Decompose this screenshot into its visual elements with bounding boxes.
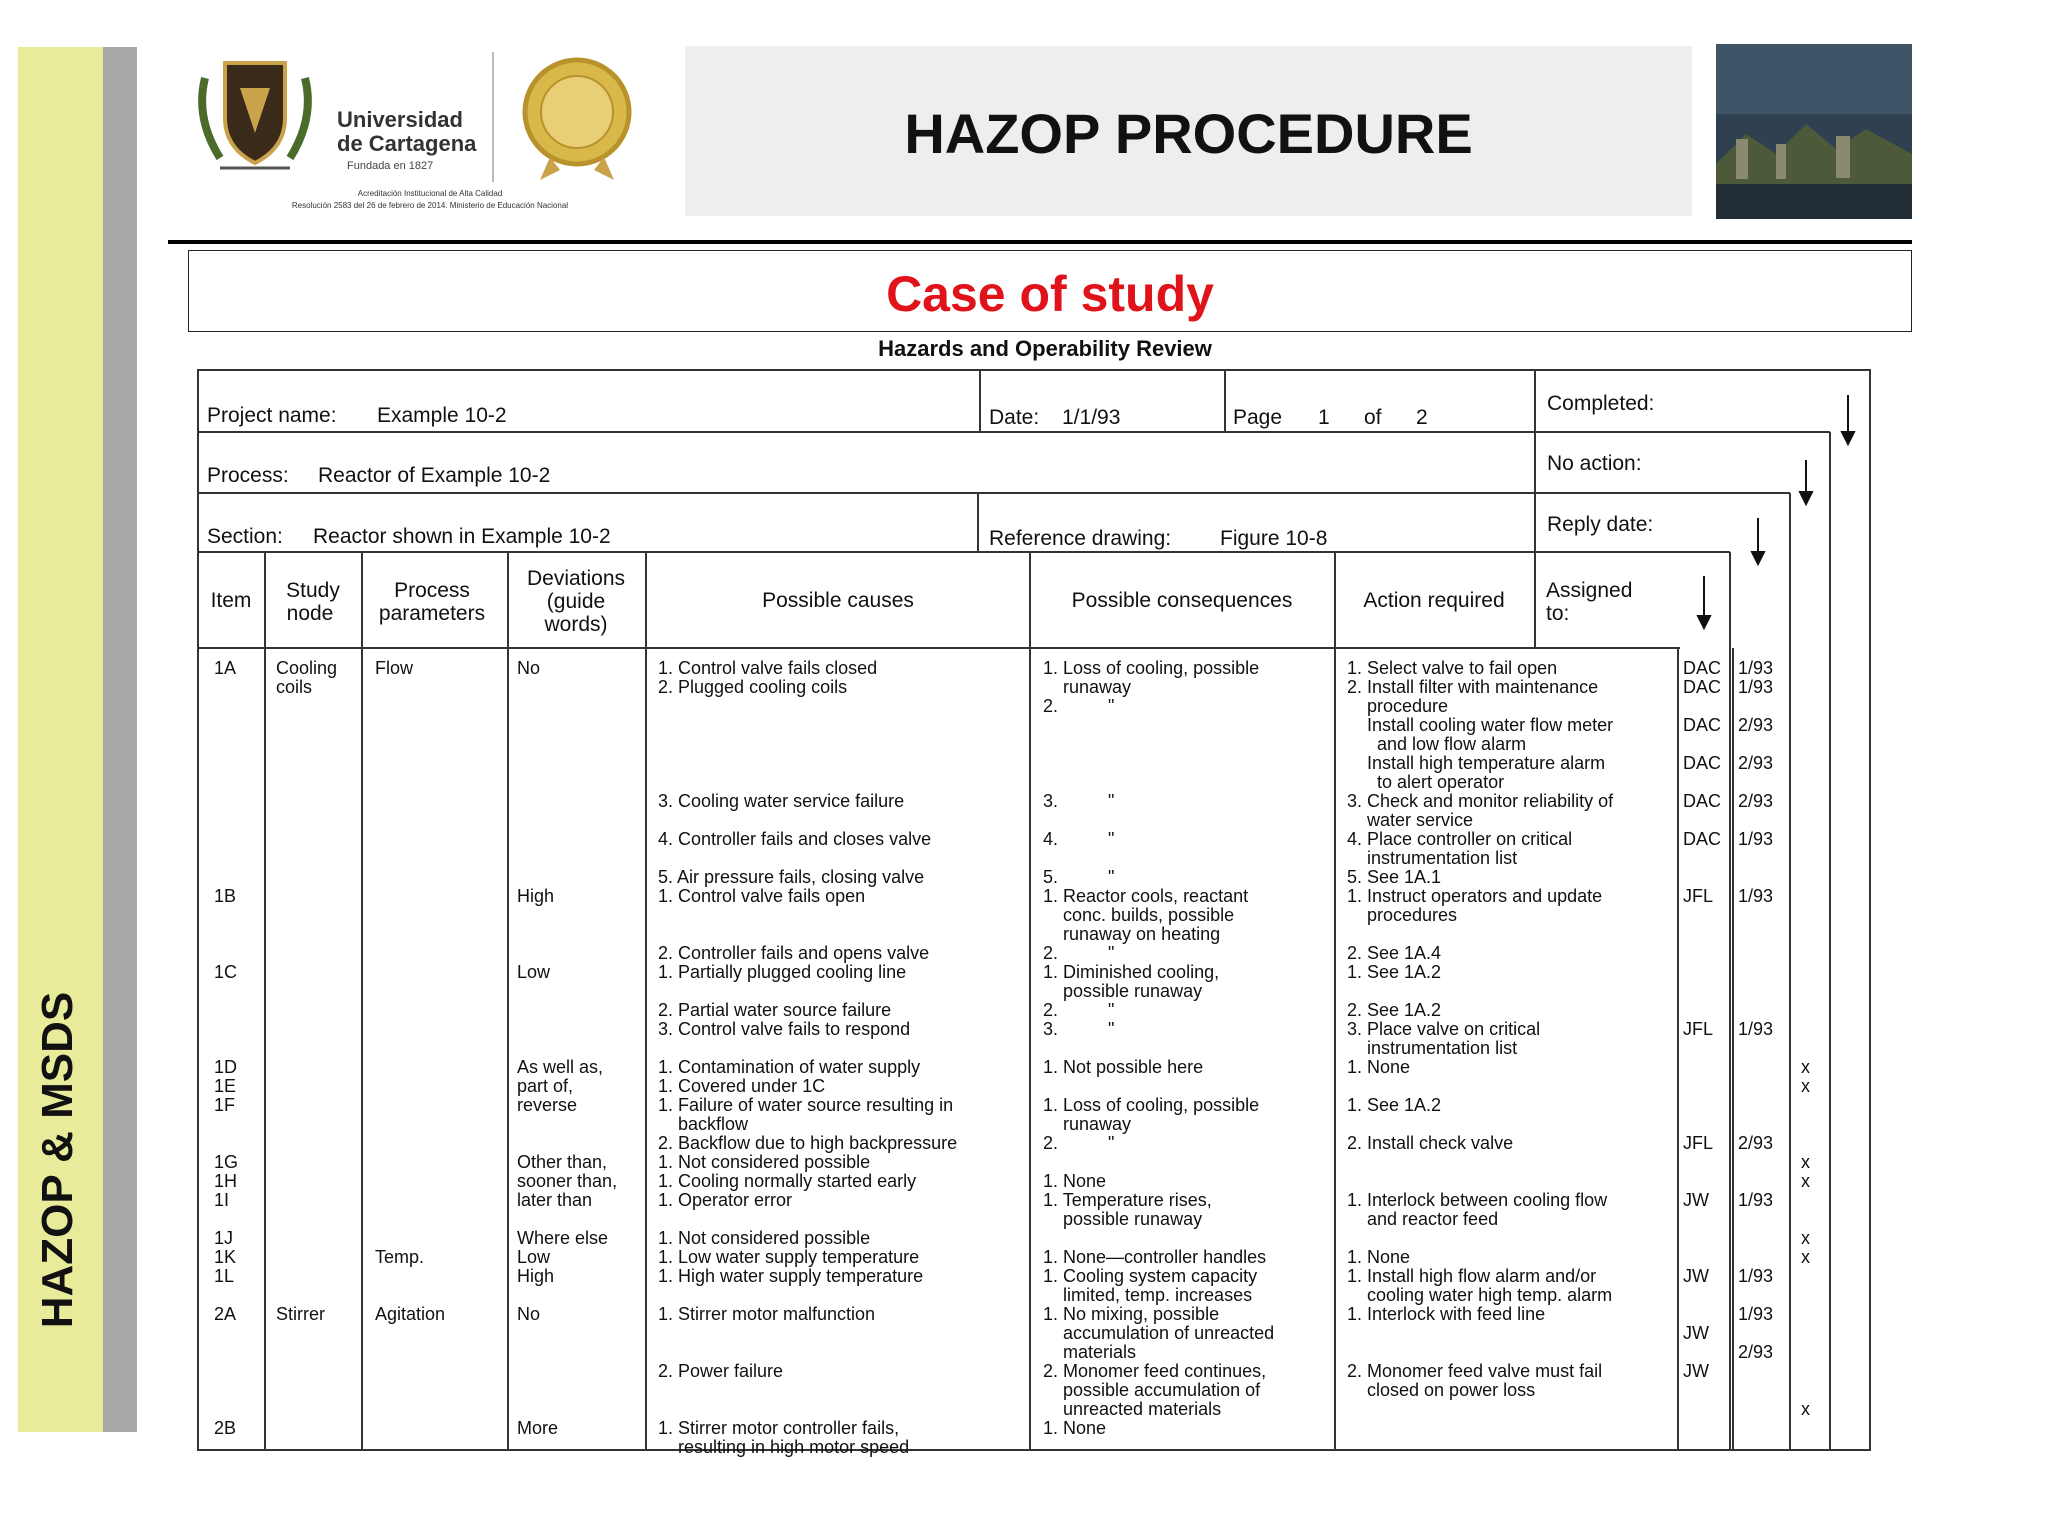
arrow-down-icon xyxy=(1698,616,1710,628)
cell-item: 1L xyxy=(214,1266,235,1286)
cell-cause: 1. Control valve fails open xyxy=(658,886,866,906)
table-body xyxy=(214,658,1810,1457)
table-row xyxy=(658,791,1773,811)
page-label: Page xyxy=(1233,406,1283,429)
cell-deviation: part of, xyxy=(517,1076,574,1096)
cell-no-action-mark: x xyxy=(1801,1399,1810,1419)
col-process-2: parameters xyxy=(378,602,486,625)
cell-action: 1. Interlock with feed line xyxy=(1347,1304,1546,1324)
cell-action: 1. None xyxy=(1347,1247,1411,1267)
table-row xyxy=(1043,696,1448,716)
cell-deviation: Where else xyxy=(517,1228,609,1248)
cell-cause: 1. Not considered possible xyxy=(658,1152,871,1172)
cell-consequence: 1. Loss of cooling, possible xyxy=(1043,1095,1260,1115)
cell-cause: 2. Plugged cooling coils xyxy=(658,677,848,697)
cell-no-action-mark: x xyxy=(1801,1247,1810,1267)
cell-action: instrumentation list xyxy=(1347,1038,1518,1058)
table-row xyxy=(214,1228,1810,1248)
cell-consequence: 3. " xyxy=(1043,791,1115,811)
table-row xyxy=(214,1076,1810,1096)
cell-action: 1. Interlock between cooling flow xyxy=(1347,1190,1608,1210)
cell-item: 2B xyxy=(214,1418,237,1438)
cell-cause: 1. Operator error xyxy=(658,1190,793,1210)
table-row xyxy=(1347,848,1517,868)
cell-assigned: DAC xyxy=(1683,677,1722,697)
table-row xyxy=(658,1361,1709,1381)
table-row xyxy=(1347,715,1773,735)
cell-consequence: 1. None xyxy=(1043,1418,1107,1438)
reference-label: Reference drawing: xyxy=(989,527,1172,550)
cell-item: 1J xyxy=(214,1228,234,1248)
cell-cause: backflow xyxy=(658,1114,749,1134)
cell-action: and reactor feed xyxy=(1347,1209,1499,1229)
cell-consequence: accumulation of unreacted xyxy=(1043,1323,1275,1343)
cell-action: to alert operator xyxy=(1347,772,1505,792)
cell-consequence: unreacted materials xyxy=(1043,1399,1222,1419)
cell-item: 1B xyxy=(214,886,237,906)
cell-action: water service xyxy=(1347,810,1474,830)
cell-consequence: 2. " xyxy=(1043,696,1115,716)
cell-item: 1H xyxy=(214,1171,238,1191)
cell-date: 2/93 xyxy=(1738,791,1774,811)
cell-assigned: DAC xyxy=(1683,715,1722,735)
cell-cause: 1. Cooling normally started early xyxy=(658,1171,917,1191)
cell-cause: resulting in high motor speed xyxy=(658,1437,910,1457)
cell-consequence: possible runaway xyxy=(1043,1209,1203,1229)
cell-cause: 3. Control valve fails to respond xyxy=(658,1019,911,1039)
cell-assigned: JFL xyxy=(1683,1019,1714,1039)
completed-label: Completed: xyxy=(1547,392,1655,415)
cell-process-param: Agitation xyxy=(375,1304,446,1324)
cell-consequence: 1. Reactor cools, reactant xyxy=(1043,886,1249,906)
cell-consequence: 1. No mixing, possible xyxy=(1043,1304,1220,1324)
cell-cause: 1. Not considered possible xyxy=(658,1228,871,1248)
cell-consequence: 2. " xyxy=(1043,943,1115,963)
table-row xyxy=(1043,1285,1612,1305)
cell-consequence: possible accumulation of xyxy=(1043,1380,1261,1400)
cell-action: 1. None xyxy=(1347,1057,1411,1077)
cell-cause: 2. Power failure xyxy=(658,1361,784,1381)
cell-no-action-mark: x xyxy=(1801,1076,1810,1096)
cell-date: 1/93 xyxy=(1738,677,1774,697)
cell-action: 2. Install check valve xyxy=(1347,1133,1514,1153)
arrow-down-icon xyxy=(1800,492,1812,504)
table-row xyxy=(214,1095,1441,1115)
cell-consequence: materials xyxy=(1043,1342,1137,1362)
review-title: Hazards and Operability Review xyxy=(878,336,1212,361)
cell-deviation: No xyxy=(517,658,541,678)
cell-date: 1/93 xyxy=(1738,829,1774,849)
table-row xyxy=(658,1437,909,1457)
process-value: Reactor of Example 10-2 xyxy=(318,464,551,487)
col-deviations-2: (guide xyxy=(546,590,606,613)
cell-consequence: 3. " xyxy=(1043,1019,1115,1039)
cell-action: 2. See 1A.2 xyxy=(1347,1000,1442,1020)
cell-action: 1. Install high flow alarm and/or xyxy=(1347,1266,1597,1286)
university-name-line2: de Cartagena xyxy=(337,131,477,156)
cell-cause: 1. Stirrer motor controller fails, xyxy=(658,1418,900,1438)
cell-cause: 1. Low water supply temperature xyxy=(658,1247,920,1267)
cell-consequence: 1. Diminished cooling, xyxy=(1043,962,1220,982)
cell-no-action-mark: x xyxy=(1801,1057,1810,1077)
table-row xyxy=(658,1000,1441,1020)
cell-item: 1C xyxy=(214,962,238,982)
date-label: Date: xyxy=(989,406,1040,429)
cell-deviation: reverse xyxy=(517,1095,578,1115)
cell-item: 1A xyxy=(214,658,237,678)
col-assigned-2: to: xyxy=(1546,602,1570,625)
cell-date: 1/93 xyxy=(1738,1266,1774,1286)
cell-deviation: As well as, xyxy=(517,1057,604,1077)
table-row xyxy=(1043,981,1202,1001)
cell-consequence: 2. " xyxy=(1043,1133,1115,1153)
cell-cause: 1. Contamination of water supply xyxy=(658,1057,921,1077)
cell-consequence: possible runaway xyxy=(1043,981,1203,1001)
cell-action: 1. Select valve to fail open xyxy=(1347,658,1558,678)
cell-process-param: Temp. xyxy=(375,1247,425,1267)
table-row xyxy=(658,1133,1773,1153)
of-value: 2 xyxy=(1416,406,1428,429)
table-row xyxy=(214,658,1773,678)
cell-assigned: DAC xyxy=(1683,753,1722,773)
cell-action: Install high temperature alarm xyxy=(1347,753,1606,773)
cell-item: 2A xyxy=(214,1304,237,1324)
table-row xyxy=(214,1057,1810,1077)
page-value: 1 xyxy=(1318,406,1330,429)
cell-date: 2/93 xyxy=(1738,1342,1774,1362)
cell-cause: 4. Controller fails and closes valve xyxy=(658,829,932,849)
cell-study-node: coils xyxy=(276,677,313,697)
cell-date: 2/93 xyxy=(1738,1133,1774,1153)
cell-action: 2. See 1A.4 xyxy=(1347,943,1442,963)
cell-deviation: More xyxy=(517,1418,559,1438)
arrow-down-icon xyxy=(1842,432,1854,444)
cell-cause: 2. Partial water source failure xyxy=(658,1000,892,1020)
table-row xyxy=(214,886,1773,906)
cell-action: instrumentation list xyxy=(1347,848,1518,868)
table-row xyxy=(658,1114,1131,1134)
cell-deviation: Low xyxy=(517,1247,551,1267)
table-row xyxy=(1043,1342,1773,1362)
cell-item: 1I xyxy=(214,1190,230,1210)
table-row xyxy=(1043,1380,1535,1400)
cell-action: cooling water high temp. alarm xyxy=(1347,1285,1613,1305)
cell-consequence: 2. Monomer feed continues, xyxy=(1043,1361,1267,1381)
cell-assigned: JFL xyxy=(1683,886,1714,906)
page-title: HAZOP PROCEDURE xyxy=(904,102,1473,165)
cell-action: 4. Place controller on critical xyxy=(1347,829,1573,849)
table-row xyxy=(214,1418,1106,1438)
cell-deviation: Low xyxy=(517,962,551,982)
cell-date: 1/93 xyxy=(1738,886,1774,906)
cell-consequence: runaway xyxy=(1043,1114,1132,1134)
table-row xyxy=(658,943,1441,963)
cell-no-action-mark: x xyxy=(1801,1171,1810,1191)
table-row xyxy=(658,1019,1773,1039)
cell-action: closed on power loss xyxy=(1347,1380,1536,1400)
table-row xyxy=(1347,734,1526,754)
accreditation-line1: Acreditación Institucional de Alta Calidad xyxy=(357,189,503,198)
cell-date: 2/93 xyxy=(1738,753,1774,773)
assigned-header xyxy=(1546,579,1632,625)
cell-consequence: 5. " xyxy=(1043,867,1115,887)
cell-deviation: later than xyxy=(517,1190,593,1210)
table-row xyxy=(1043,1209,1498,1229)
table-row xyxy=(214,1190,1773,1210)
reply-date-label: Reply date: xyxy=(1547,513,1654,536)
cell-cause: 1. Failure of water source resulting in xyxy=(658,1095,954,1115)
col-study-node-1: Study xyxy=(286,579,340,602)
table-header-fields xyxy=(207,392,1654,550)
university-name-line1: Universidad xyxy=(337,107,463,132)
date-value: 1/1/93 xyxy=(1062,406,1121,429)
table-row xyxy=(214,1171,1810,1191)
case-of-study-title: Case of study xyxy=(886,266,1214,322)
table-row xyxy=(1043,905,1457,925)
cell-date: 2/93 xyxy=(1738,715,1774,735)
table-row xyxy=(1043,924,1220,944)
table-row xyxy=(1347,772,1504,792)
cell-no-action-mark: x xyxy=(1801,1152,1810,1172)
col-deviations-1: Deviations xyxy=(526,567,626,590)
cell-date: 1/93 xyxy=(1738,658,1774,678)
cell-no-action-mark: x xyxy=(1801,1228,1810,1248)
cell-consequence: 1. None—controller handles xyxy=(1043,1247,1267,1267)
cell-item: 1K xyxy=(214,1247,237,1267)
col-action: Action required xyxy=(1363,589,1505,612)
col-study-node-2: node xyxy=(286,602,334,625)
cell-assigned: JW xyxy=(1683,1190,1709,1210)
table-row xyxy=(214,1304,1773,1324)
cell-assigned: JW xyxy=(1683,1266,1709,1286)
col-deviations-3: words) xyxy=(544,613,608,636)
table-row xyxy=(1347,810,1473,830)
no-action-label: No action: xyxy=(1547,452,1642,475)
cell-action: 3. Place valve on critical xyxy=(1347,1019,1541,1039)
cell-study-node: Cooling xyxy=(276,658,338,678)
cell-consequence: runaway xyxy=(1043,677,1132,697)
cell-cause: 1. Control valve fails closed xyxy=(658,658,878,678)
col-process-1: Process xyxy=(394,579,470,602)
cell-action: 2. Monomer feed valve must fail xyxy=(1347,1361,1603,1381)
arrow-down-icon xyxy=(1752,552,1764,564)
table-row xyxy=(214,1247,1810,1267)
cell-assigned: DAC xyxy=(1683,658,1722,678)
table-row xyxy=(1043,1399,1810,1419)
cell-cause: 1. Stirrer motor malfunction xyxy=(658,1304,876,1324)
cell-cause: 1. Partially plugged cooling line xyxy=(658,962,907,982)
col-item: Item xyxy=(210,589,252,612)
cell-deviation: No xyxy=(517,1304,541,1324)
cell-consequence: 1. Temperature rises, xyxy=(1043,1190,1212,1210)
cell-consequence: 2. " xyxy=(1043,1000,1115,1020)
cell-item: 1F xyxy=(214,1095,236,1115)
col-assigned-1: Assigned xyxy=(1546,579,1633,602)
cell-action: procedures xyxy=(1347,905,1458,925)
cell-consequence: 4. " xyxy=(1043,829,1115,849)
cell-deviation: sooner than, xyxy=(517,1171,618,1191)
cell-cause: 1. High water supply temperature xyxy=(658,1266,924,1286)
cell-assigned: JW xyxy=(1683,1361,1709,1381)
cell-date: 1/93 xyxy=(1738,1304,1774,1324)
cell-cause: 2. Controller fails and opens valve xyxy=(658,943,930,963)
column-headers xyxy=(211,567,1505,636)
cell-consequence: runaway on heating xyxy=(1043,924,1221,944)
cell-cause: 5. Air pressure fails, closing valve xyxy=(658,867,925,887)
table-row xyxy=(214,1266,1773,1286)
cell-cause: 3. Cooling water service failure xyxy=(658,791,905,811)
cell-action: 3. Check and monitor reliability of xyxy=(1347,791,1614,811)
cell-consequence: 1. None xyxy=(1043,1171,1107,1191)
table-row xyxy=(214,1152,1810,1172)
cell-consequence: 1. Not possible here xyxy=(1043,1057,1204,1077)
process-label: Process: xyxy=(207,464,289,487)
cell-action: Install cooling water flow meter xyxy=(1347,715,1614,735)
cell-action: 5. See 1A.1 xyxy=(1347,867,1442,887)
cell-action: 1. See 1A.2 xyxy=(1347,962,1442,982)
cell-action: 1. Instruct operators and update xyxy=(1347,886,1603,906)
cell-deviation: Other than, xyxy=(517,1152,608,1172)
table-row xyxy=(276,677,1773,697)
section-label: Section: xyxy=(207,525,283,548)
cell-cause: 1. Covered under 1C xyxy=(658,1076,826,1096)
cell-action: 2. Install filter with maintenance xyxy=(1347,677,1599,697)
cell-assigned: JFL xyxy=(1683,1133,1714,1153)
cell-consequence: conc. builds, possible xyxy=(1043,905,1235,925)
project-value: Example 10-2 xyxy=(377,404,507,427)
cell-deviation: High xyxy=(517,1266,555,1286)
section-value: Reactor shown in Example 10-2 xyxy=(313,525,611,548)
col-causes: Possible causes xyxy=(762,589,914,612)
cell-item: 1E xyxy=(214,1076,237,1096)
table-row xyxy=(1347,1038,1517,1058)
accreditation-line2: Resolución 2583 del 26 de febrero de 2014. Ministerio de Educación Nacional xyxy=(291,201,569,210)
table-row xyxy=(658,829,1773,849)
cell-consequence: 1. Loss of cooling, possible xyxy=(1043,658,1260,678)
cell-action: procedure xyxy=(1347,696,1449,716)
cell-assigned: DAC xyxy=(1683,791,1722,811)
table-row xyxy=(1043,1323,1709,1343)
table-row xyxy=(658,867,1441,887)
reference-value: Figure 10-8 xyxy=(1220,527,1328,550)
table-row xyxy=(1347,753,1773,773)
cell-deviation: High xyxy=(517,886,555,906)
cell-process-param: Flow xyxy=(375,658,414,678)
of-label: of xyxy=(1364,406,1382,429)
sidebar-label: HAZOP & MSDS xyxy=(33,991,82,1329)
university-founded: Fundada en 1827 xyxy=(347,160,434,172)
cell-action: and low flow alarm xyxy=(1347,734,1527,754)
cell-assigned: JW xyxy=(1683,1323,1709,1343)
col-consequences: Possible consequences xyxy=(1071,589,1293,612)
cell-item: 1G xyxy=(214,1152,239,1172)
cell-assigned: DAC xyxy=(1683,829,1722,849)
cell-item: 1D xyxy=(214,1057,238,1077)
cell-study-node: Stirrer xyxy=(276,1304,325,1324)
cell-date: 1/93 xyxy=(1738,1019,1774,1039)
cell-consequence: limited, temp. increases xyxy=(1043,1285,1253,1305)
cell-date: 1/93 xyxy=(1738,1190,1774,1210)
project-label: Project name: xyxy=(207,404,337,427)
table-row xyxy=(214,962,1441,982)
cell-cause: 2. Backflow due to high backpressure xyxy=(658,1133,958,1153)
cell-consequence: 1. Cooling system capacity xyxy=(1043,1266,1258,1286)
cell-action: 1. See 1A.2 xyxy=(1347,1095,1442,1115)
